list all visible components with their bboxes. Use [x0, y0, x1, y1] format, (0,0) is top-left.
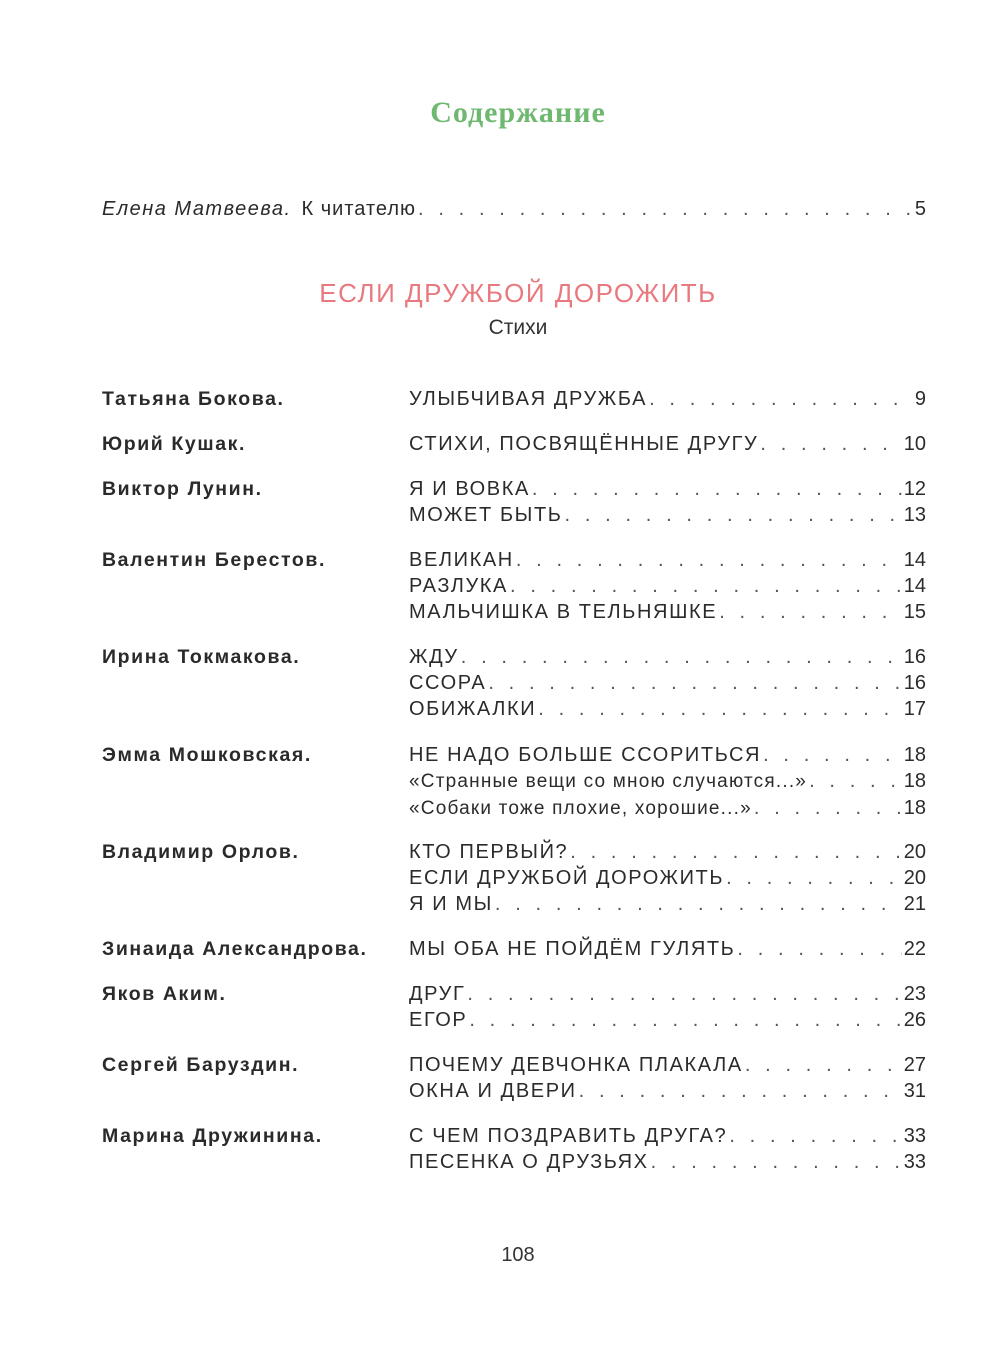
dot-leader — [719, 599, 902, 625]
toc-work-page: 18 — [903, 797, 926, 819]
toc-work-page: 27 — [903, 1054, 926, 1076]
toc-entry — [102, 431, 926, 457]
dot-leader — [651, 1149, 902, 1175]
toc-work-line[interactable] — [409, 599, 926, 625]
toc-entry — [102, 547, 926, 625]
toc-works — [409, 386, 926, 412]
toc-work-line[interactable] — [409, 547, 926, 573]
toc-work-title: ПЕСЕНКА О ДРУЗЬЯХ — [409, 1151, 649, 1173]
toc-work-line[interactable] — [409, 670, 926, 696]
toc-work-page: 14 — [903, 549, 926, 571]
dot-leader — [726, 865, 902, 891]
toc-entry — [102, 981, 926, 1033]
toc-work-page: 22 — [903, 938, 926, 960]
toc-work-title: УЛЫБЧИВАЯ ДРУЖБА — [409, 388, 648, 410]
toc-work-page: 20 — [903, 867, 926, 889]
dot-leader — [565, 502, 902, 528]
toc-work-title: «Странные вещи со мною случаются...» — [409, 771, 808, 792]
toc-entry — [102, 476, 926, 528]
toc-entry — [102, 1052, 926, 1104]
toc-work-page: 18 — [903, 744, 926, 766]
toc-author: Сергей Баруздин. — [102, 1054, 300, 1076]
toc-work-line[interactable] — [409, 573, 926, 599]
toc-author: Ирина Токмакова. — [102, 646, 301, 668]
dot-leader — [745, 1052, 902, 1078]
toc-work-title: ОБИЖАЛКИ — [409, 698, 537, 720]
section-title: ЕСЛИ ДРУЖБОЙ ДОРОЖИТЬ — [319, 278, 717, 308]
toc-entry — [102, 742, 926, 822]
toc-work-page: 21 — [903, 893, 926, 915]
dot-leader — [649, 386, 913, 412]
toc-work-line[interactable] — [409, 476, 926, 502]
toc-work-title: ЖДУ — [409, 646, 459, 668]
toc-work-page: 26 — [903, 1009, 926, 1031]
toc-work-page: 33 — [903, 1125, 926, 1147]
toc-work-line[interactable] — [409, 839, 926, 865]
dot-leader — [516, 547, 902, 573]
toc-work-page: 10 — [903, 433, 926, 455]
toc-author: Зинаида Александрова. — [102, 938, 368, 960]
toc-work-page: 13 — [903, 504, 926, 526]
toc-work-title: КТО ПЕРВЫЙ? — [409, 841, 569, 863]
dot-leader — [467, 981, 901, 1007]
dot-leader — [538, 696, 901, 722]
toc-work-line[interactable] — [409, 891, 926, 917]
toc-work-title: С ЧЕМ ПОЗДРАВИТЬ ДРУГА? — [409, 1125, 728, 1147]
toc-work-title: ССОРА — [409, 672, 487, 694]
toc-work-title: МОЖЕТ БЫТЬ — [409, 504, 563, 526]
toc-works — [409, 547, 926, 625]
intro-page: 5 — [914, 198, 926, 220]
toc-work-line[interactable] — [409, 865, 926, 891]
toc-work-title: ДРУГ — [409, 983, 466, 1005]
toc-work-line[interactable] — [409, 936, 926, 962]
toc-work-title: «Собаки тоже плохие, хорошие...» — [409, 798, 752, 819]
toc-author: Валентин Берестов. — [102, 549, 327, 571]
toc-work-line[interactable] — [409, 768, 926, 795]
toc-work-line[interactable] — [409, 644, 926, 670]
dot-leader — [469, 1007, 901, 1033]
toc-work-page: 14 — [903, 575, 926, 597]
dot-leader — [495, 891, 902, 917]
intro-author: Елена Матвеева. — [102, 198, 292, 220]
toc-entry — [102, 386, 926, 412]
page-number: 108 — [501, 1244, 535, 1266]
toc-work-title: ЕСЛИ ДРУЖБОЙ ДОРОЖИТЬ — [409, 867, 725, 889]
toc-work-page: 33 — [903, 1151, 926, 1173]
toc-author: Эмма Мошковская. — [102, 744, 312, 766]
toc-work-line[interactable] — [409, 981, 926, 1007]
toc-works — [409, 742, 926, 822]
toc-work-page: 17 — [903, 698, 926, 720]
toc-author: Татьяна Бокова. — [102, 388, 285, 410]
dot-leader — [729, 1123, 901, 1149]
dot-leader — [737, 936, 901, 962]
toc-work-title: ОКНА И ДВЕРИ — [409, 1080, 577, 1102]
toc-work-line[interactable] — [409, 696, 926, 722]
toc-work-title: Я И МЫ — [409, 893, 493, 915]
toc-work-line[interactable] — [409, 1123, 926, 1149]
toc-work-page: 12 — [903, 478, 926, 500]
toc-work-title: Я И ВОВКА — [409, 478, 530, 500]
toc-author: Марина Дружинина. — [102, 1125, 323, 1147]
dot-leader — [418, 196, 913, 222]
dot-leader — [510, 573, 902, 599]
toc-work-line[interactable] — [409, 1078, 926, 1104]
toc-work-title: ПОЧЕМУ ДЕВЧОНКА ПЛАКАЛА — [409, 1054, 743, 1076]
intro-title: К читателю — [301, 198, 417, 220]
toc-work-page: 9 — [914, 388, 926, 410]
toc-entry — [102, 839, 926, 917]
toc-works — [409, 476, 926, 528]
toc-author: Виктор Лунин. — [102, 478, 263, 500]
dot-leader — [809, 768, 902, 794]
toc-work-line[interactable] — [409, 386, 926, 412]
toc-work-line[interactable] — [409, 431, 926, 457]
dot-leader — [579, 1078, 902, 1104]
toc-work-page: 23 — [903, 983, 926, 1005]
toc-work-page: 16 — [903, 672, 926, 694]
toc-work-title: ЕГОР — [409, 1009, 468, 1031]
toc-entry — [102, 1123, 926, 1175]
dot-leader — [760, 431, 901, 457]
toc-entry — [102, 644, 926, 722]
page-title: Содержание — [430, 96, 606, 129]
toc-work-page: 16 — [903, 646, 926, 668]
toc-works — [409, 1123, 926, 1175]
toc-work-title: МАЛЬЧИШКА В ТЕЛЬНЯШКЕ — [409, 601, 718, 623]
toc-works — [409, 431, 926, 457]
toc-work-line[interactable] — [409, 795, 926, 822]
toc-work-page: 20 — [903, 841, 926, 863]
toc-work-line[interactable] — [409, 502, 926, 528]
toc-works — [409, 936, 926, 962]
toc-works — [409, 839, 926, 917]
dot-leader — [488, 670, 901, 696]
dot-leader — [763, 742, 902, 768]
toc-author: Юрий Кушак. — [102, 433, 247, 455]
toc-work-page: 31 — [903, 1080, 926, 1102]
toc-work-line[interactable] — [409, 1007, 926, 1033]
toc-work-line[interactable] — [409, 1149, 926, 1175]
toc-works — [409, 981, 926, 1033]
dot-leader — [461, 644, 902, 670]
toc-work-page: 15 — [903, 601, 926, 623]
toc-work-title: СТИХИ, ПОСВЯЩЁННЫЕ ДРУГУ — [409, 433, 759, 455]
toc-work-title: МЫ ОБА НЕ ПОЙДЁМ ГУЛЯТЬ — [409, 938, 736, 960]
dot-leader — [754, 795, 902, 821]
toc-entry — [102, 936, 926, 962]
toc-work-title: НЕ НАДО БОЛЬШЕ ССОРИТЬСЯ — [409, 744, 762, 766]
section-subtitle: Стихи — [488, 316, 548, 339]
toc-work-line[interactable] — [409, 742, 926, 768]
toc-work-title: ВЕЛИКАН — [409, 549, 514, 571]
toc-author: Владимир Орлов. — [102, 841, 300, 863]
toc-work-title: РАЗЛУКА — [409, 575, 508, 597]
dot-leader — [532, 476, 902, 502]
toc-author: Яков Аким. — [102, 983, 227, 1005]
toc-work-page: 18 — [903, 770, 926, 792]
dot-leader — [570, 839, 901, 865]
intro-entry[interactable] — [102, 196, 926, 222]
toc-work-line[interactable] — [409, 1052, 926, 1078]
toc-works — [409, 644, 926, 722]
toc-works — [409, 1052, 926, 1104]
